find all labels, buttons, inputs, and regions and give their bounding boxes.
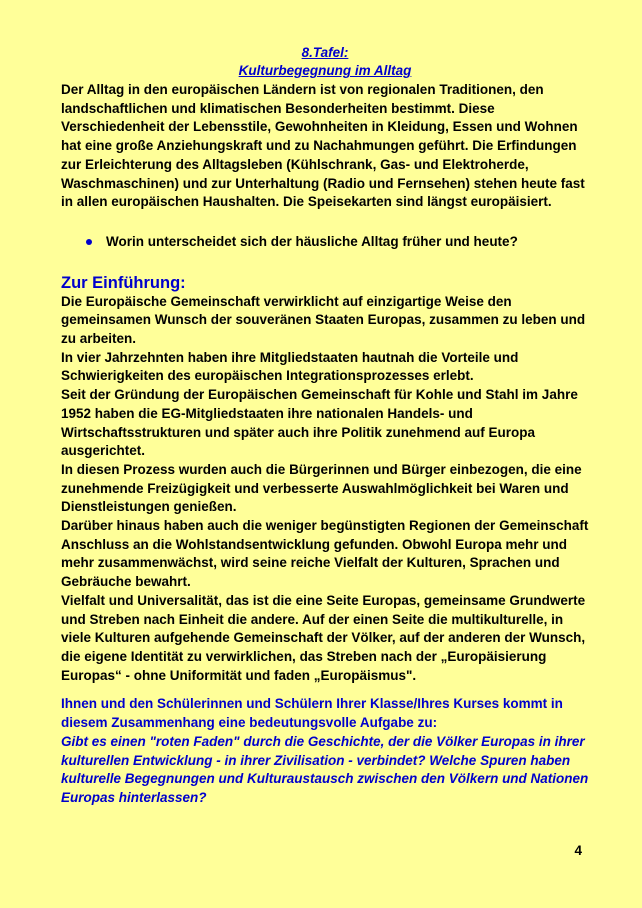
document-page	[61, 44, 589, 808]
question-text: Worin unterscheidet sich der häusliche Alltag früher und heute?	[106, 233, 518, 249]
tafel-number: 8.Tafel:	[301, 45, 349, 60]
body-paragraph: Seit der Gründung der Europäischen Gemeinschaft für Kohle und Stahl im Jahre 1952 haben die EG-Mitgliedstaaten ihre nationalen Handels- und Wirtschaftsstrukturen und später auch ihre Politik zunehmend auf Europa ausgerichtet.	[61, 387, 578, 459]
body-paragraph: In vier Jahrzehnten haben ihre Mitgliedstaaten hautnah die Vorteile und Schwierigkeiten des europäischen Integrationsprozesses erlebt.	[61, 349, 519, 384]
task-question: Gibt es einen "roten Faden" durch die Geschichte, der die Völker Europas in ihrer kulturellen Entwicklung - in ihrer Zivilisation - verbindet? Welche Spuren haben kulturelle Begegnungen und Kulturaustausch zwischen den Völkern und Nationen Europas hinterlassen?	[61, 733, 589, 805]
body-paragraph: In diesen Prozess wurden auch die Bürgerinnen und Bürger einbezogen, die eine zunehmende Freizügigkeit und verbesserte Auswahlmöglichkeit bei Waren und Dienstleistungen genießen.	[61, 461, 582, 515]
task-intro: Ihnen und den Schülerinnen und Schülern Ihrer Klasse/Ihres Kurses kommt in diesem Zusammenhang eine bedeutungsvolle Aufgabe zu:	[61, 696, 563, 731]
tafel-subtitle: Kulturbegegnung im Alltag	[238, 63, 412, 78]
body-paragraph: Darüber hinaus haben auch die weniger begünstigten Regionen der Gemeinschaft Anschluss an die Wohlstandsentwicklung gefunden. Obwohl Europa mehr und mehr zusammenwächst, wird seine reiche Vielfalt der Kulturen, Sprachen und Gebräuche bewahrt.	[61, 518, 589, 590]
body-paragraph: Die Europäische Gemeinschaft verwirklicht auf einzigartige Weise den gemeinsamen Wunsch der souveränen Staaten Europas, zusammen zu leben und zu arbeiten.	[61, 293, 586, 347]
bullet-icon	[86, 239, 92, 245]
section-title: Zur Einführung:	[61, 273, 186, 292]
body-paragraph: Vielfalt und Universalität, das ist die eine Seite Europas, gemeinsame Grundwerte und Streben nach Einheit die andere. Auf der einen Seite die multikulturelle, in viele Kulturen aufgehende Gemeinschaft der Völker, auf der anderen der Wunsch, die eigene Identität zu verwirklichen, das Streben nach der „Europäisierung Europas“ - ohne Uniformität und faden „Europäismus".	[61, 592, 586, 683]
page-number: 4	[574, 843, 582, 858]
intro-paragraph: Der Alltag in den europäischen Ländern ist von regionalen Traditionen, den landschaftlichen und klimatischen Besonderheiten bestimmt. Diese Verschiedenheit der Lebensstile, Gewohnheiten in Kleidung, Essen und Wohnen hat eine große Anziehungskraft und zu Nachahmungen geführt. Die Erfindungen zur Erleichterung des Alltagsleben (Kühlschrank, Gas- und Elektroherde, Waschmaschinen) und zur Unterhaltung (Radio und Fernsehen) stehen heute fast in allen europäischen Haushalten. Die Speisekarten sind längst europäisiert.	[61, 82, 585, 210]
question-bullet	[61, 233, 589, 252]
